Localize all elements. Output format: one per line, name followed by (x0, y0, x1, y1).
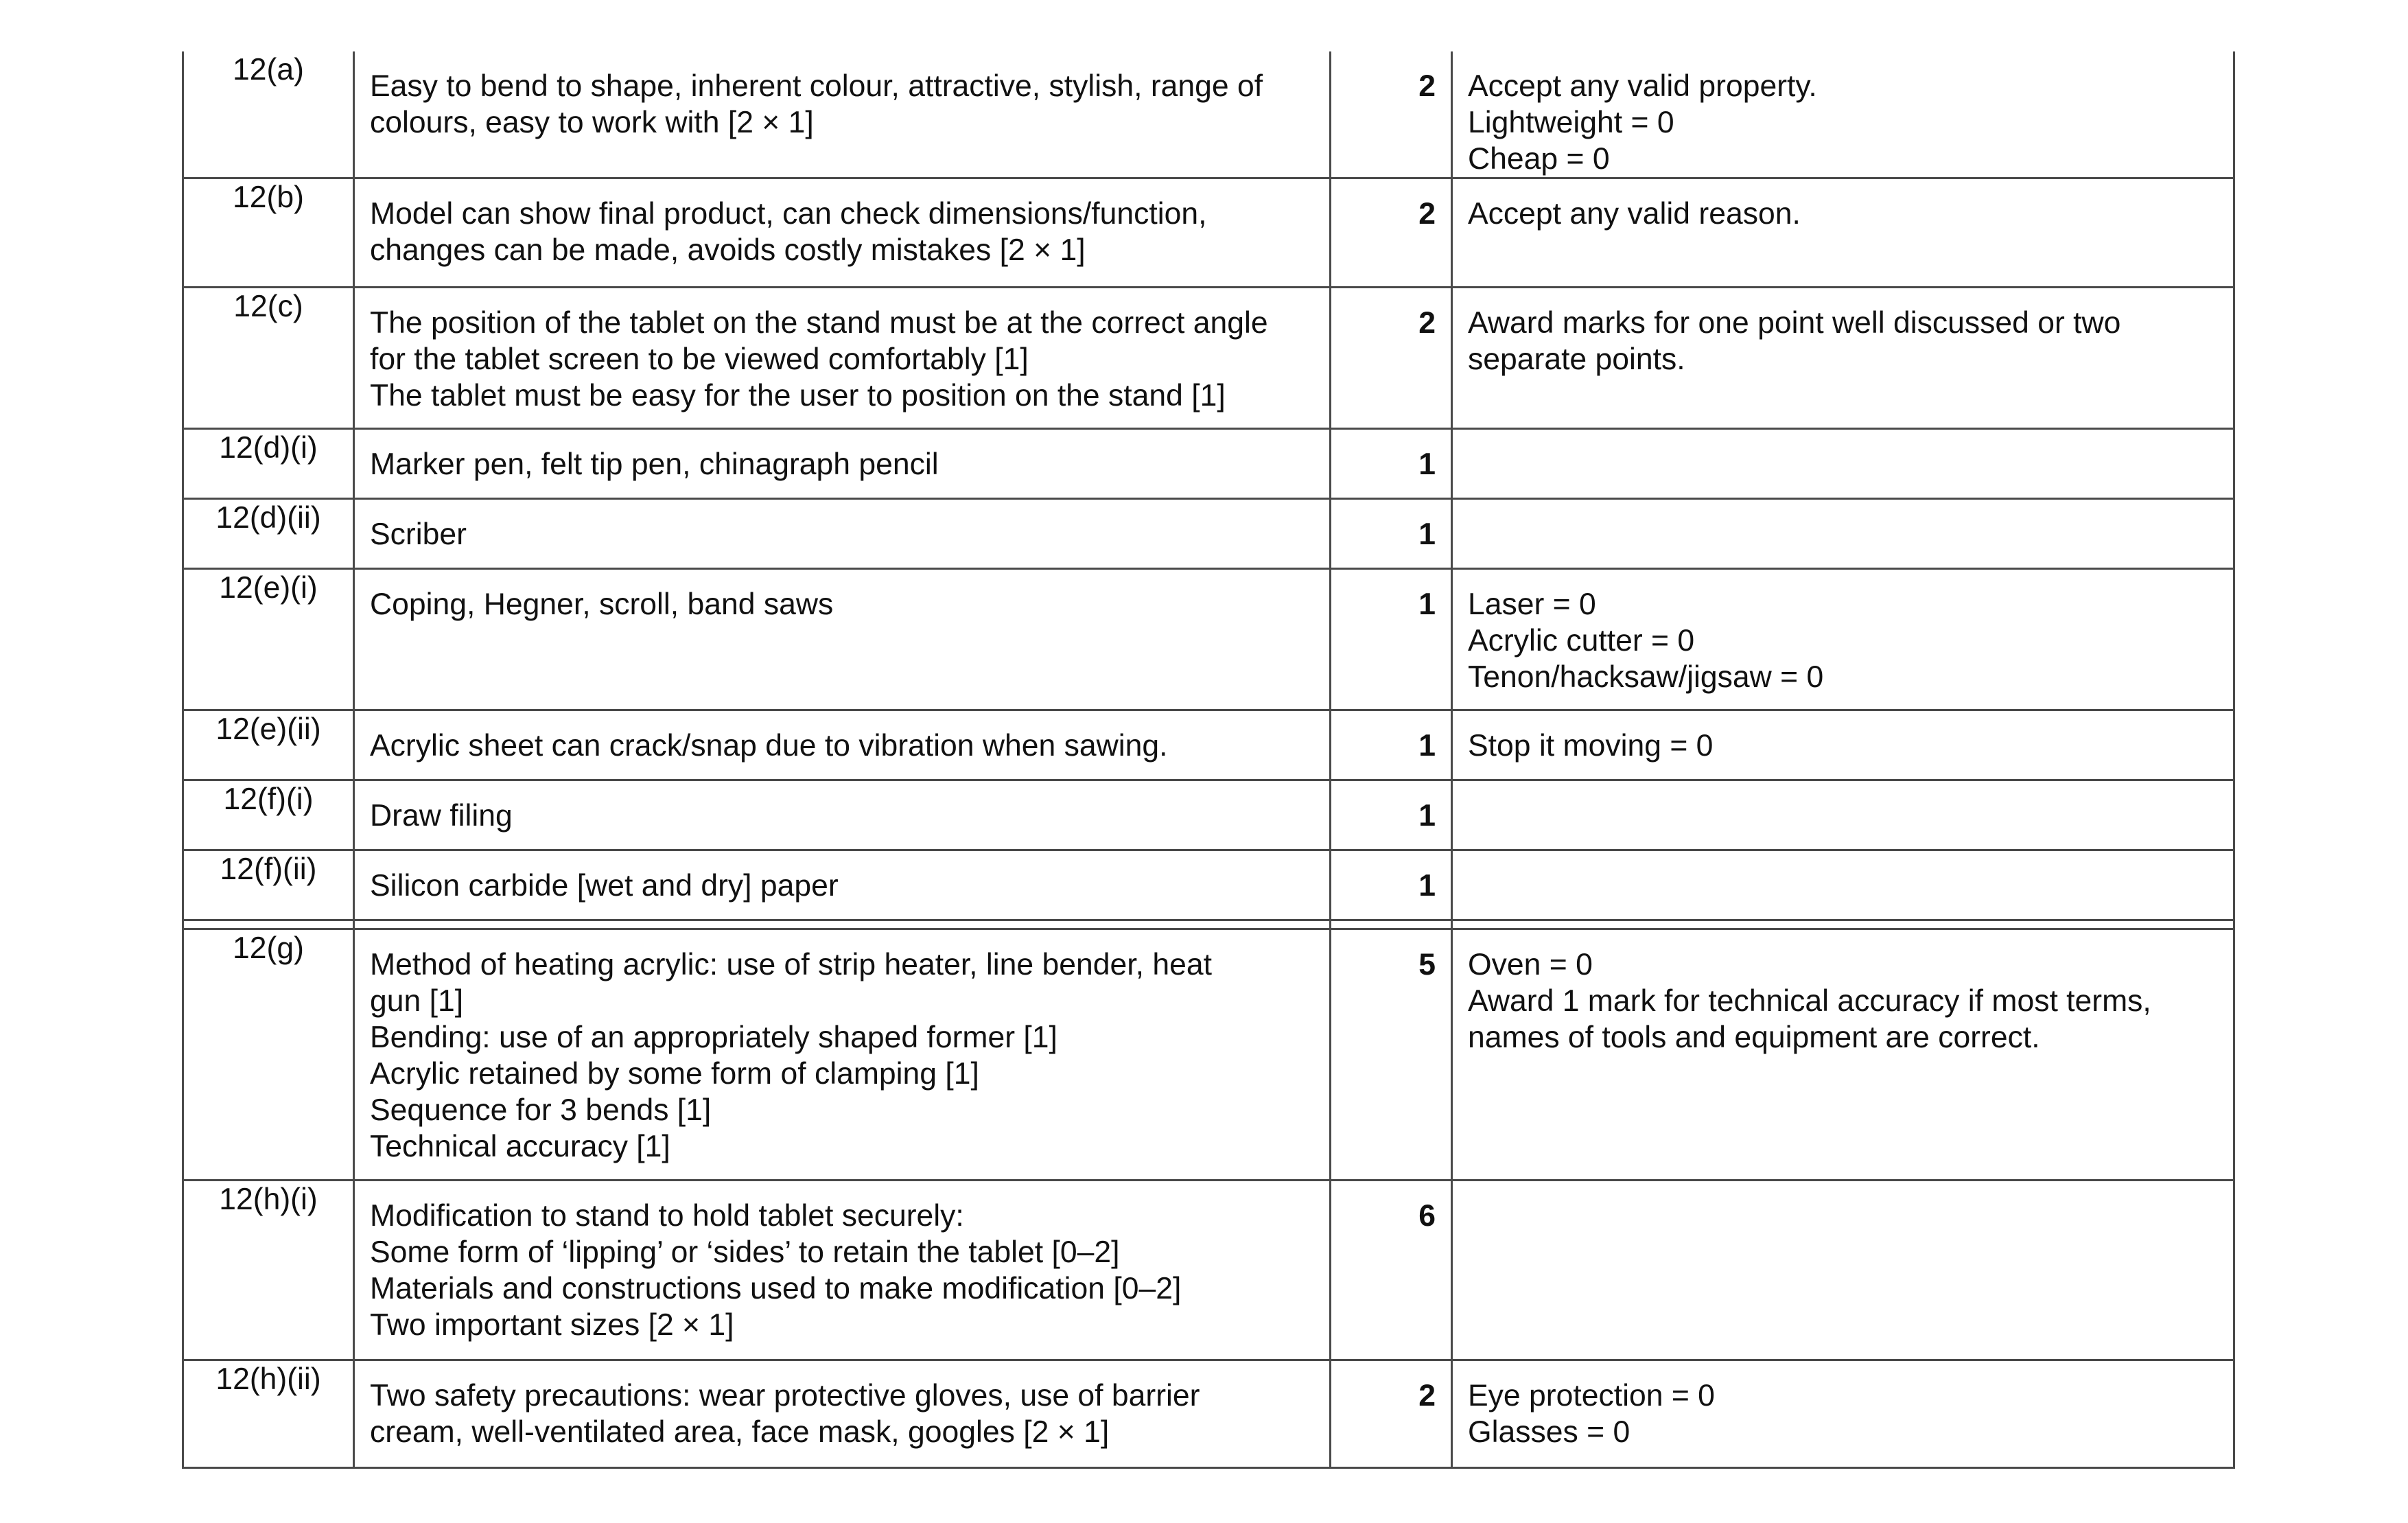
answer-cell (354, 178, 1331, 288)
question-number: 12(a) (233, 53, 304, 86)
guidance-line: Oven = 0 (1468, 948, 1593, 981)
guidance-line: separate points. (1468, 342, 1685, 376)
answer-cell (354, 569, 1331, 710)
marks-cell (1331, 929, 1452, 1181)
question-number-cell (183, 288, 354, 429)
question-number: 12(h)(i) (219, 1183, 318, 1216)
guidance-line: Accept any valid property. (1468, 69, 1817, 103)
divider-cell (1331, 920, 1452, 929)
guidance-line: Accept any valid reason. (1468, 197, 1801, 231)
guidance-cell (1452, 929, 2234, 1181)
marks-cell (1331, 1360, 1452, 1468)
question-number-cell (183, 850, 354, 920)
section-divider-row (183, 920, 2234, 929)
divider-cell (183, 920, 354, 929)
guidance-cell (1452, 288, 2234, 429)
guidance-cell (1452, 850, 2234, 920)
marks-cell (1331, 780, 1452, 850)
guidance-cell (1452, 499, 2234, 569)
answer-line: Acrylic retained by some form of clamping [1] (370, 1057, 979, 1091)
guidance-line: names of tools and equipment are correct. (1468, 1021, 2040, 1054)
answer-line: Technical accuracy [1] (370, 1130, 670, 1163)
guidance-cell (1452, 710, 2234, 780)
table-row (183, 51, 2234, 178)
guidance-cell (1452, 51, 2234, 178)
question-number: 12(b) (233, 181, 304, 214)
answer-line: Acrylic sheet can crack/snap due to vibration when sawing. (370, 729, 1168, 763)
answer-line: Two important sizes [2 × 1] (370, 1308, 734, 1342)
answer-line: Scriber (370, 518, 467, 551)
question-number-cell (183, 1360, 354, 1468)
answer-line: colours, easy to work with [2 × 1] (370, 106, 814, 139)
marks-cell (1331, 710, 1452, 780)
marks-value: 1 (1418, 588, 1436, 621)
mark-scheme-body (183, 51, 2234, 1468)
table-row (183, 1360, 2234, 1468)
table-row (183, 929, 2234, 1181)
answer-line: for the tablet screen to be viewed comfortably [1] (370, 342, 1029, 376)
answer-line: Materials and constructions used to make modification [0–2] (370, 1272, 1182, 1305)
marks-value: 1 (1418, 518, 1436, 551)
marks-value: 1 (1418, 869, 1436, 903)
guidance-line: Eye protection = 0 (1468, 1379, 1715, 1412)
marks-cell (1331, 288, 1452, 429)
guidance-line: Tenon/hacksaw/jigsaw = 0 (1468, 660, 1824, 694)
guidance-cell (1452, 178, 2234, 288)
table-row (183, 710, 2234, 780)
marks-value: 2 (1418, 69, 1436, 103)
marks-cell (1331, 1181, 1452, 1360)
question-number-cell (183, 429, 354, 499)
answer-line: cream, well-ventilated area, face mask, googles [2 × 1] (370, 1415, 1110, 1449)
guidance-cell (1452, 569, 2234, 710)
guidance-line: Lightweight = 0 (1468, 106, 1674, 139)
question-number-cell (183, 499, 354, 569)
question-number-cell (183, 710, 354, 780)
question-number: 12(d)(i) (219, 431, 318, 465)
answer-line: Easy to bend to shape, inherent colour, attractive, stylish, range of (370, 69, 1263, 103)
answer-cell (354, 1181, 1331, 1360)
answer-line: Draw filing (370, 799, 513, 833)
answer-line: The tablet must be easy for the user to position on the stand [1] (370, 379, 1226, 412)
question-number-cell (183, 929, 354, 1181)
marks-value: 1 (1418, 447, 1436, 481)
answer-line: Silicon carbide [wet and dry] paper (370, 869, 839, 903)
answer-line: changes can be made, avoids costly mistakes [2 × 1] (370, 233, 1086, 267)
question-number: 12(e)(ii) (215, 712, 321, 746)
mark-scheme-table (182, 51, 2235, 1469)
answer-cell (354, 780, 1331, 850)
answer-line: Marker pen, felt tip pen, chinagraph pencil (370, 447, 939, 481)
marks-value: 2 (1418, 197, 1436, 231)
table-row (183, 429, 2234, 499)
question-number: 12(h)(ii) (215, 1362, 321, 1396)
marks-cell (1331, 51, 1452, 178)
table-row (183, 288, 2234, 429)
answer-cell (354, 51, 1331, 178)
guidance-line: Stop it moving = 0 (1468, 729, 1714, 763)
table-row (183, 499, 2234, 569)
answer-line: Some form of ‘lipping’ or ‘sides’ to retain the tablet [0–2] (370, 1235, 1120, 1269)
answer-cell (354, 850, 1331, 920)
divider-cell (1452, 920, 2234, 929)
question-number-cell (183, 1181, 354, 1360)
question-number: 12(c) (233, 290, 303, 323)
guidance-cell (1452, 1360, 2234, 1468)
guidance-line: Cheap = 0 (1468, 142, 1610, 176)
marks-value: 6 (1418, 1199, 1436, 1233)
guidance-cell (1452, 429, 2234, 499)
answer-cell (354, 429, 1331, 499)
table-row (183, 850, 2234, 920)
question-number-cell (183, 178, 354, 288)
answer-cell (354, 929, 1331, 1181)
marks-value: 1 (1418, 729, 1436, 763)
table-row (183, 178, 2234, 288)
question-number-cell (183, 569, 354, 710)
marks-cell (1331, 499, 1452, 569)
marks-value: 1 (1418, 799, 1436, 833)
table-row (183, 569, 2234, 710)
question-number: 12(f)(ii) (220, 852, 317, 886)
guidance-line: Laser = 0 (1468, 588, 1596, 621)
answer-line: gun [1] (370, 984, 464, 1018)
question-number-cell (183, 780, 354, 850)
guidance-cell (1452, 1181, 2234, 1360)
guidance-line: Award marks for one point well discussed or two (1468, 306, 2121, 340)
marks-cell (1331, 429, 1452, 499)
guidance-cell (1452, 780, 2234, 850)
answer-line: Sequence for 3 bends [1] (370, 1093, 712, 1127)
question-number: 12(e)(i) (219, 571, 318, 605)
answer-cell (354, 499, 1331, 569)
answer-line: Modification to stand to hold tablet securely: (370, 1199, 964, 1233)
answer-cell (354, 1360, 1331, 1468)
question-number: 12(f)(i) (223, 782, 314, 816)
question-number-cell (183, 51, 354, 178)
guidance-line: Award 1 mark for technical accuracy if most terms, (1468, 984, 2151, 1018)
guidance-line: Acrylic cutter = 0 (1468, 624, 1695, 658)
marks-cell (1331, 850, 1452, 920)
marks-value: 2 (1418, 306, 1436, 340)
divider-cell (354, 920, 1331, 929)
table-row (183, 1181, 2234, 1360)
guidance-line: Glasses = 0 (1468, 1415, 1630, 1449)
marks-value: 5 (1418, 948, 1436, 981)
table-row (183, 780, 2234, 850)
answer-cell (354, 288, 1331, 429)
answer-line: Model can show final product, can check dimensions/function, (370, 197, 1207, 231)
answer-line: The position of the tablet on the stand must be at the correct angle (370, 306, 1268, 340)
answer-line: Coping, Hegner, scroll, band saws (370, 588, 834, 621)
answer-line: Bending: use of an appropriately shaped former [1] (370, 1021, 1057, 1054)
answer-line: Two safety precautions: wear protective gloves, use of barrier (370, 1379, 1200, 1412)
question-number: 12(g) (233, 931, 304, 965)
marks-cell (1331, 569, 1452, 710)
answer-cell (354, 710, 1331, 780)
answer-line: Method of heating acrylic: use of strip heater, line bender, heat (370, 948, 1212, 981)
question-number: 12(d)(ii) (215, 501, 321, 535)
marks-cell (1331, 178, 1452, 288)
marks-value: 2 (1418, 1379, 1436, 1412)
